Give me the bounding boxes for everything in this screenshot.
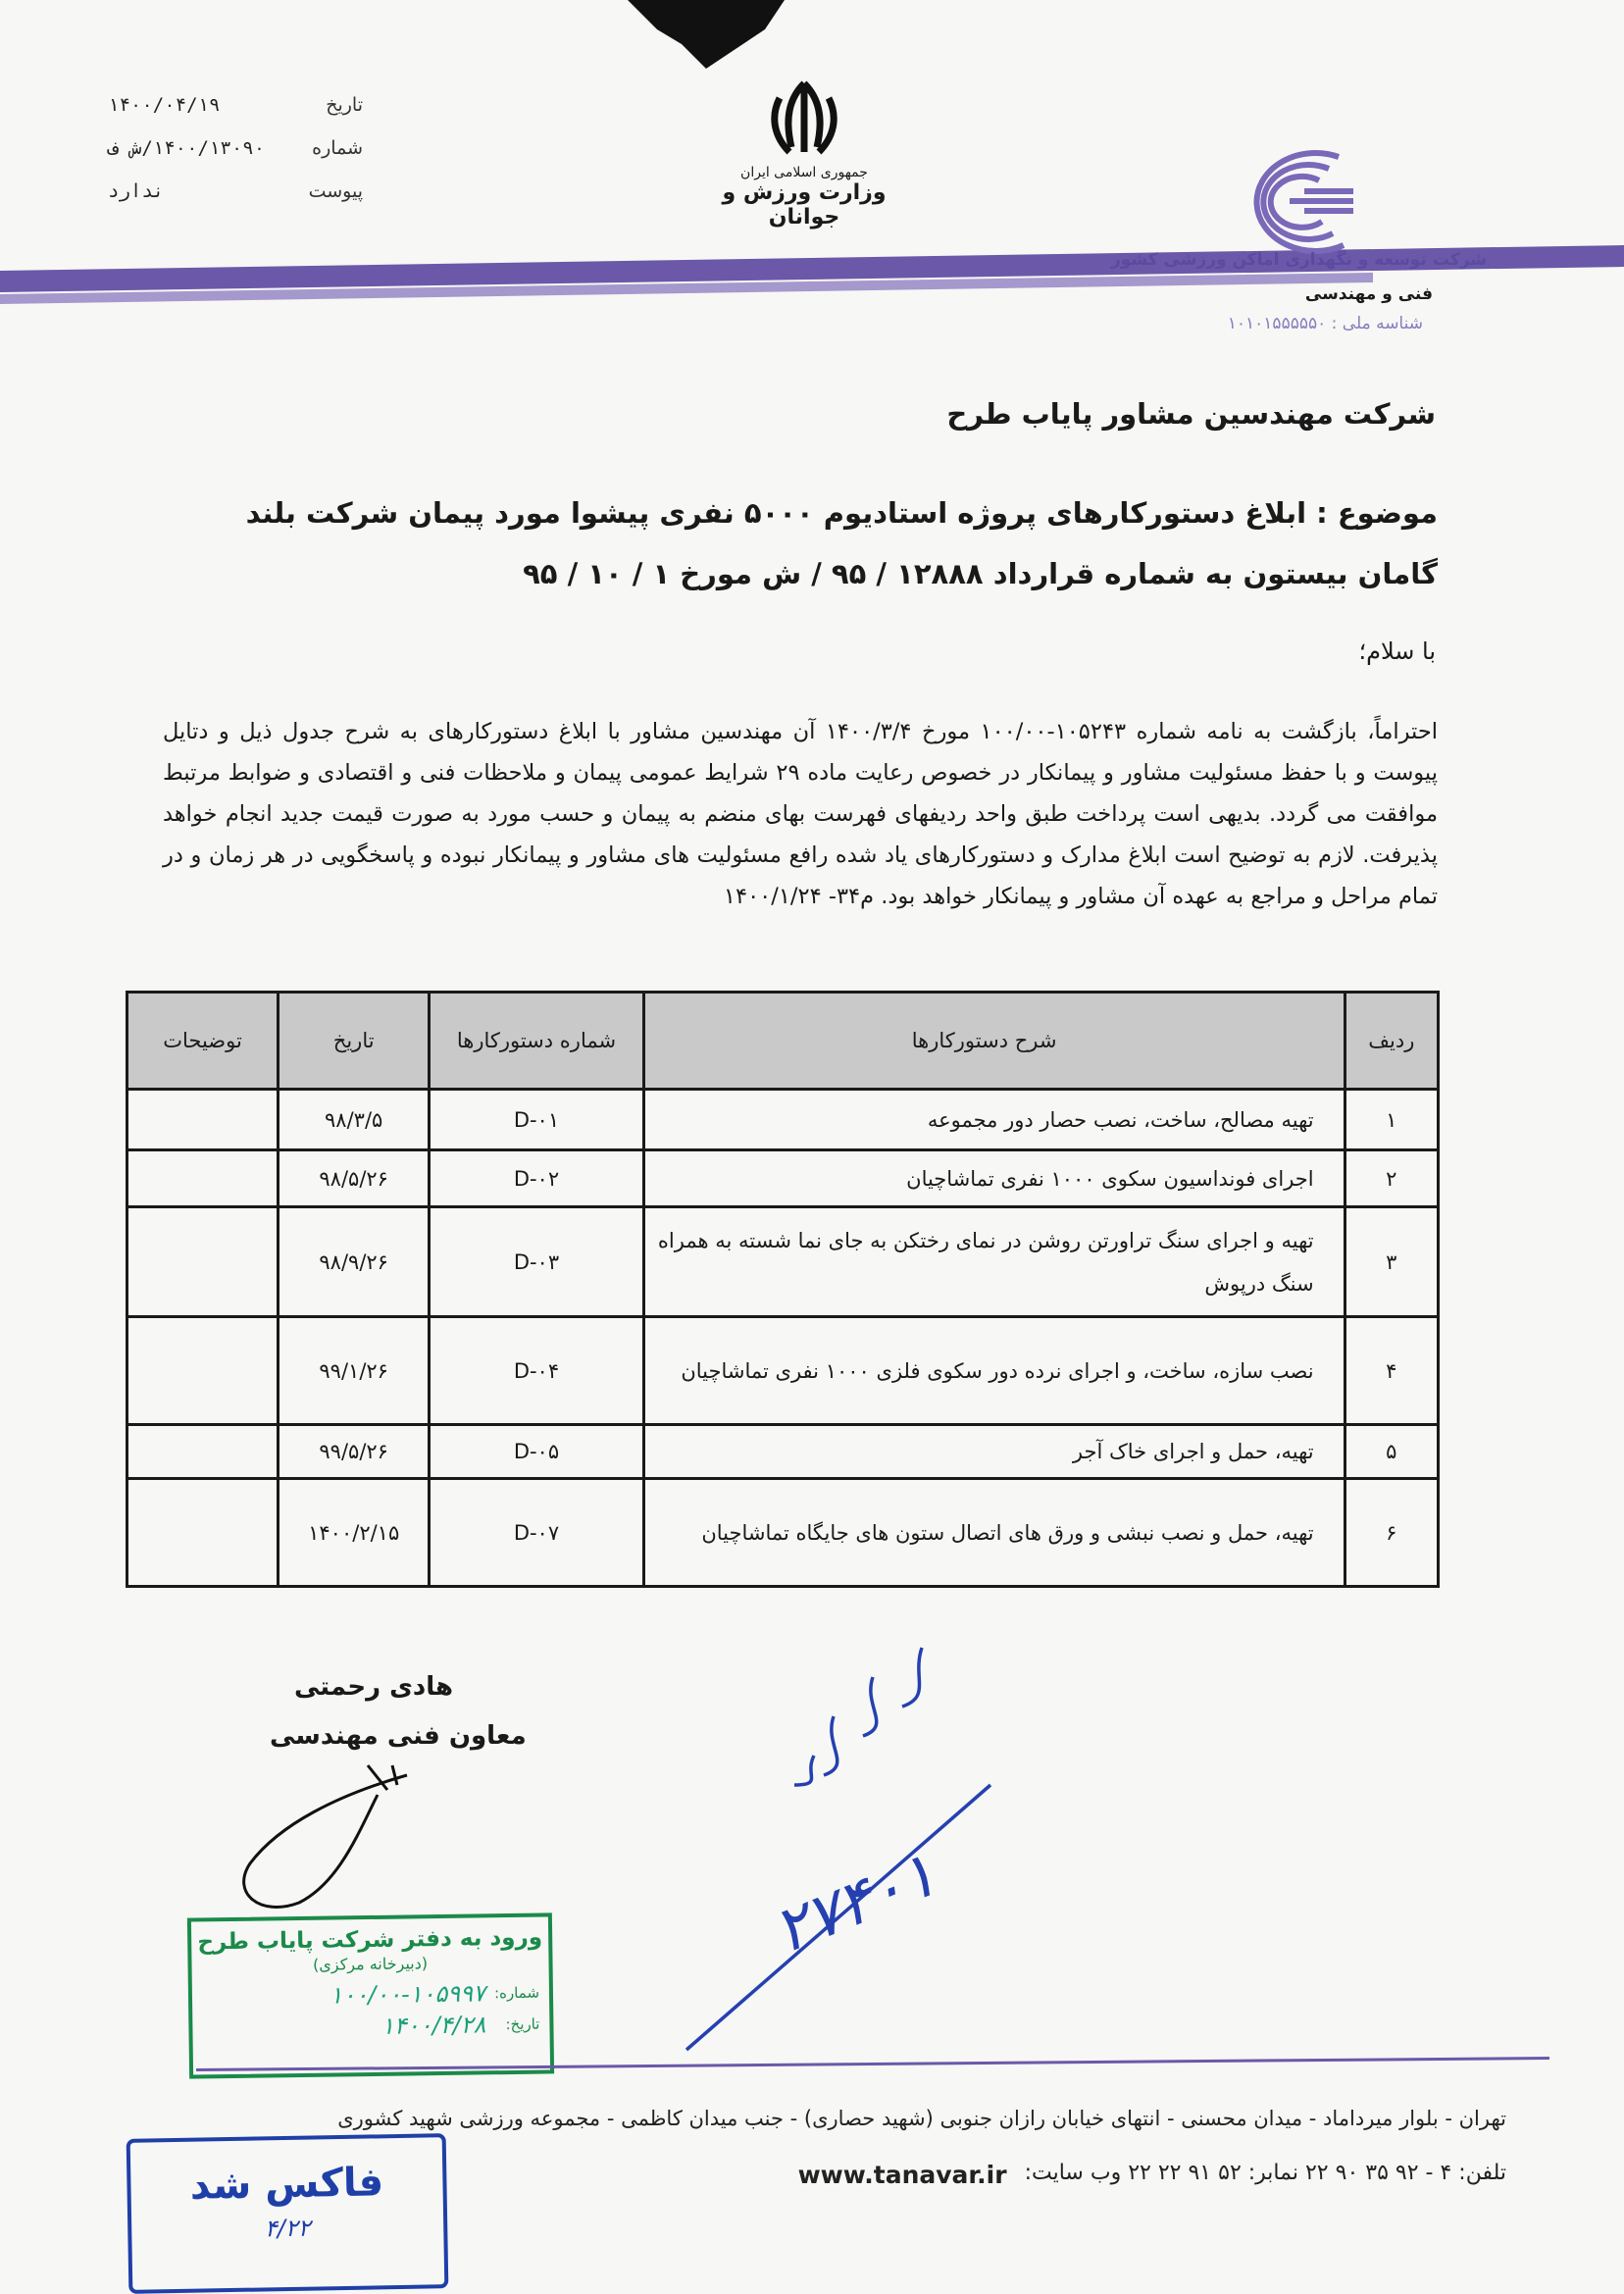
header-order-number: شماره دستورکارها (430, 993, 643, 1090)
company-logo-icon (1231, 137, 1388, 265)
row-number: ۴ (1345, 1317, 1438, 1425)
row-notes (127, 1479, 279, 1587)
country-name: جمهوری اسلامی ایران (740, 165, 868, 180)
attachment-value: ندارد (108, 180, 165, 202)
footer-contact: تلفن: ۴ - ۹۲ ۳۵ ۹۰ ۲۲ نمابر: ۵۲ ۹۱ ۲۲ ۲۲ وب سایت: (1024, 2161, 1506, 2185)
row-notes (127, 1207, 279, 1317)
handwritten-number: ۲۷۴۰۱ (763, 1838, 947, 1969)
work-orders-table (126, 991, 1440, 1588)
row-date: ۹۸/۹/۲۶ (279, 1207, 430, 1317)
table-row (127, 1479, 1439, 1587)
entry-stamp-number-value: ۱۰۰/۰۰-۱۰۵۹۹۷ (330, 1979, 486, 2010)
table-row (127, 1317, 1439, 1425)
row-date: ۹۸/۵/۲۶ (279, 1150, 430, 1207)
row-description: تهیه و اجرای سنگ تراورتن روشن در نمای رختکن به جای نما شسته به همراه سنگ درپوش (643, 1207, 1345, 1317)
torn-edge-mark (628, 0, 785, 78)
row-notes (127, 1425, 279, 1479)
body-paragraph: احتراماً، بازگشت به نامه شماره ۱۰۵۲۴۳-۱۰۰/۰۰ مورخ ۱۴۰۰/۳/۴ آن مهندسین مشاور با ابلاغ دستورکارهای به شرح جدول ذیل و دتایل پیوست و با حفظ مسئولیت مشاور و پیمانکار در خصوص رعایت ماده ۲۹ شرایط عمومی پیمان و ملاحظات فنی و اقتصادی و ضوابط مرتبط موافقت می گردد. بدیهی است پرداخت طبق واحد ردیفهای فهرست بهای منضم به پیمان و حسب مورد به صورت قیمت جدید انجام خواهد پذیرفت. لازم به توضیح است ابلاغ مدارک و دستورکارهای یاد شده رافع مسئولیت های مشاور و پیمانکار نبوده و پاسخگویی در هر زمان و در تمام مراحل و مراجع به عهده آن مشاور و پیمانکار خواهد بود. م۳۴- ۱۴۰۰/۱/۲۴ (163, 719, 1438, 909)
table-row (127, 1425, 1439, 1479)
row-order-number: D-۰۷ (430, 1479, 643, 1587)
number-label: شماره (312, 137, 363, 159)
date-value: ۱۴۰۰/۰۴/۱۹ (108, 94, 221, 116)
row-notes (127, 1150, 279, 1207)
entry-stamp (187, 1912, 554, 2078)
header-description: شرح دستورکارها (643, 993, 1345, 1090)
row-date: ۹۹/۵/۲۶ (279, 1425, 430, 1479)
company-department: فنی و مهندسی (1304, 284, 1433, 304)
letter-meta (108, 94, 363, 224)
row-number: ۲ (1345, 1150, 1438, 1207)
row-number: ۳ (1345, 1207, 1438, 1317)
footer-contact-line (379, 2161, 1506, 2189)
header-date: تاریخ (279, 993, 430, 1090)
row-order-number: D-۰۴ (430, 1317, 643, 1425)
footer-address: تهران - بلوار میرداماد - میدان محسنی - انتهای خیابان رازان جنوبی (شهید حصاری) - جنب میدان کاظمی - مجموعه ورزشی شهید کشوری (337, 2107, 1506, 2130)
ministry-block (686, 78, 922, 229)
row-order-number: D-۰۵ (430, 1425, 643, 1479)
handwritten-note-scribble (667, 1638, 1079, 2060)
fax-stamp-text: فاکس شد (189, 2160, 384, 2209)
company-logo (1231, 137, 1388, 269)
entry-stamp-title: ورود به دفتر شرکت پایاب طرح (197, 1924, 543, 1956)
footer-website-link[interactable]: www.tanavar.ir (797, 2161, 1007, 2189)
date-label: تاریخ (326, 94, 363, 116)
attachment-label: پیوست (308, 180, 363, 202)
greeting: با سلام؛ (1358, 637, 1436, 665)
row-number: ۱ (1345, 1090, 1438, 1150)
fax-stamp (127, 2133, 449, 2294)
header-row-number: ردیف (1345, 993, 1438, 1090)
row-order-number: D-۰۱ (430, 1090, 643, 1150)
signature-scribble (221, 1736, 436, 1922)
row-notes (127, 1317, 279, 1425)
number-value: ۱۴۰۰/۱۳۰۹۰/ش ف (108, 137, 266, 159)
header-notes: توضیحات (127, 993, 279, 1090)
row-order-number: D-۰۲ (430, 1150, 643, 1207)
fax-stamp-date: ۴/۲۲ (264, 2214, 311, 2243)
ministry-name: وزارت ورزش و جوانان (722, 180, 887, 229)
addressee: شرکت مهندسین مشاور پایاب طرح (946, 397, 1436, 431)
entry-stamp-number-label: شماره: (493, 1983, 540, 2003)
signatory-name: هادی رحمتی (294, 1672, 454, 1702)
row-date: ۹۹/۱/۲۶ (279, 1317, 430, 1425)
table-row (127, 1150, 1439, 1207)
row-date: ۹۸/۳/۵ (279, 1090, 430, 1150)
signatory-title: معاون فنی مهندسی (270, 1721, 527, 1751)
emblem-icon (760, 78, 848, 157)
entry-stamp-date-label: تاریخ: (505, 2014, 540, 2034)
row-notes (127, 1090, 279, 1150)
row-number: ۶ (1345, 1479, 1438, 1587)
subject: موضوع : ابلاغ دستورکارهای پروژه استادیوم ۵۰۰۰ نفری پیشوا مورد پیمان شرکت بلند گامان بیستون به شماره قرارداد ۱۲۸۸۸ / ۹۵ / ش مورخ ۱ / ۱۰ / ۹۵ (245, 496, 1438, 590)
table-header-row (127, 993, 1439, 1090)
table-row (127, 1207, 1439, 1317)
row-number: ۵ (1345, 1425, 1438, 1479)
row-description: تهیه، حمل و نصب نبشی و ورق های اتصال ستون های جایگاه تماشاچیان (643, 1479, 1345, 1587)
row-description: تهیه مصالح، ساخت، نصب حصار دور مجموعه (643, 1090, 1345, 1150)
row-description: اجرای فونداسیون سکوی ۱۰۰۰ نفری تماشاچیان (643, 1150, 1345, 1207)
row-description: نصب سازه، ساخت، و اجرای نرده دور سکوی فلزی ۱۰۰۰ نفری تماشاچیان (643, 1317, 1345, 1425)
row-order-number: D-۰۳ (430, 1207, 643, 1317)
row-description: تهیه، حمل و اجرای خاک آجر (643, 1425, 1345, 1479)
entry-stamp-subtitle: (دبیرخانه مرکزی) (312, 1954, 429, 1974)
entry-stamp-date-value: ۱۴۰۰/۴/۲۸ (381, 2011, 486, 2040)
company-name: شرکت توسعه و نگهداری اماکن ورزشی کشور (1110, 250, 1487, 270)
table-row (127, 1090, 1439, 1150)
company-national-id: شناسه ملی : ۱۰۱۰۱۵۵۵۵۵۰ (1227, 314, 1423, 333)
row-date: ۱۴۰۰/۲/۱۵ (279, 1479, 430, 1587)
